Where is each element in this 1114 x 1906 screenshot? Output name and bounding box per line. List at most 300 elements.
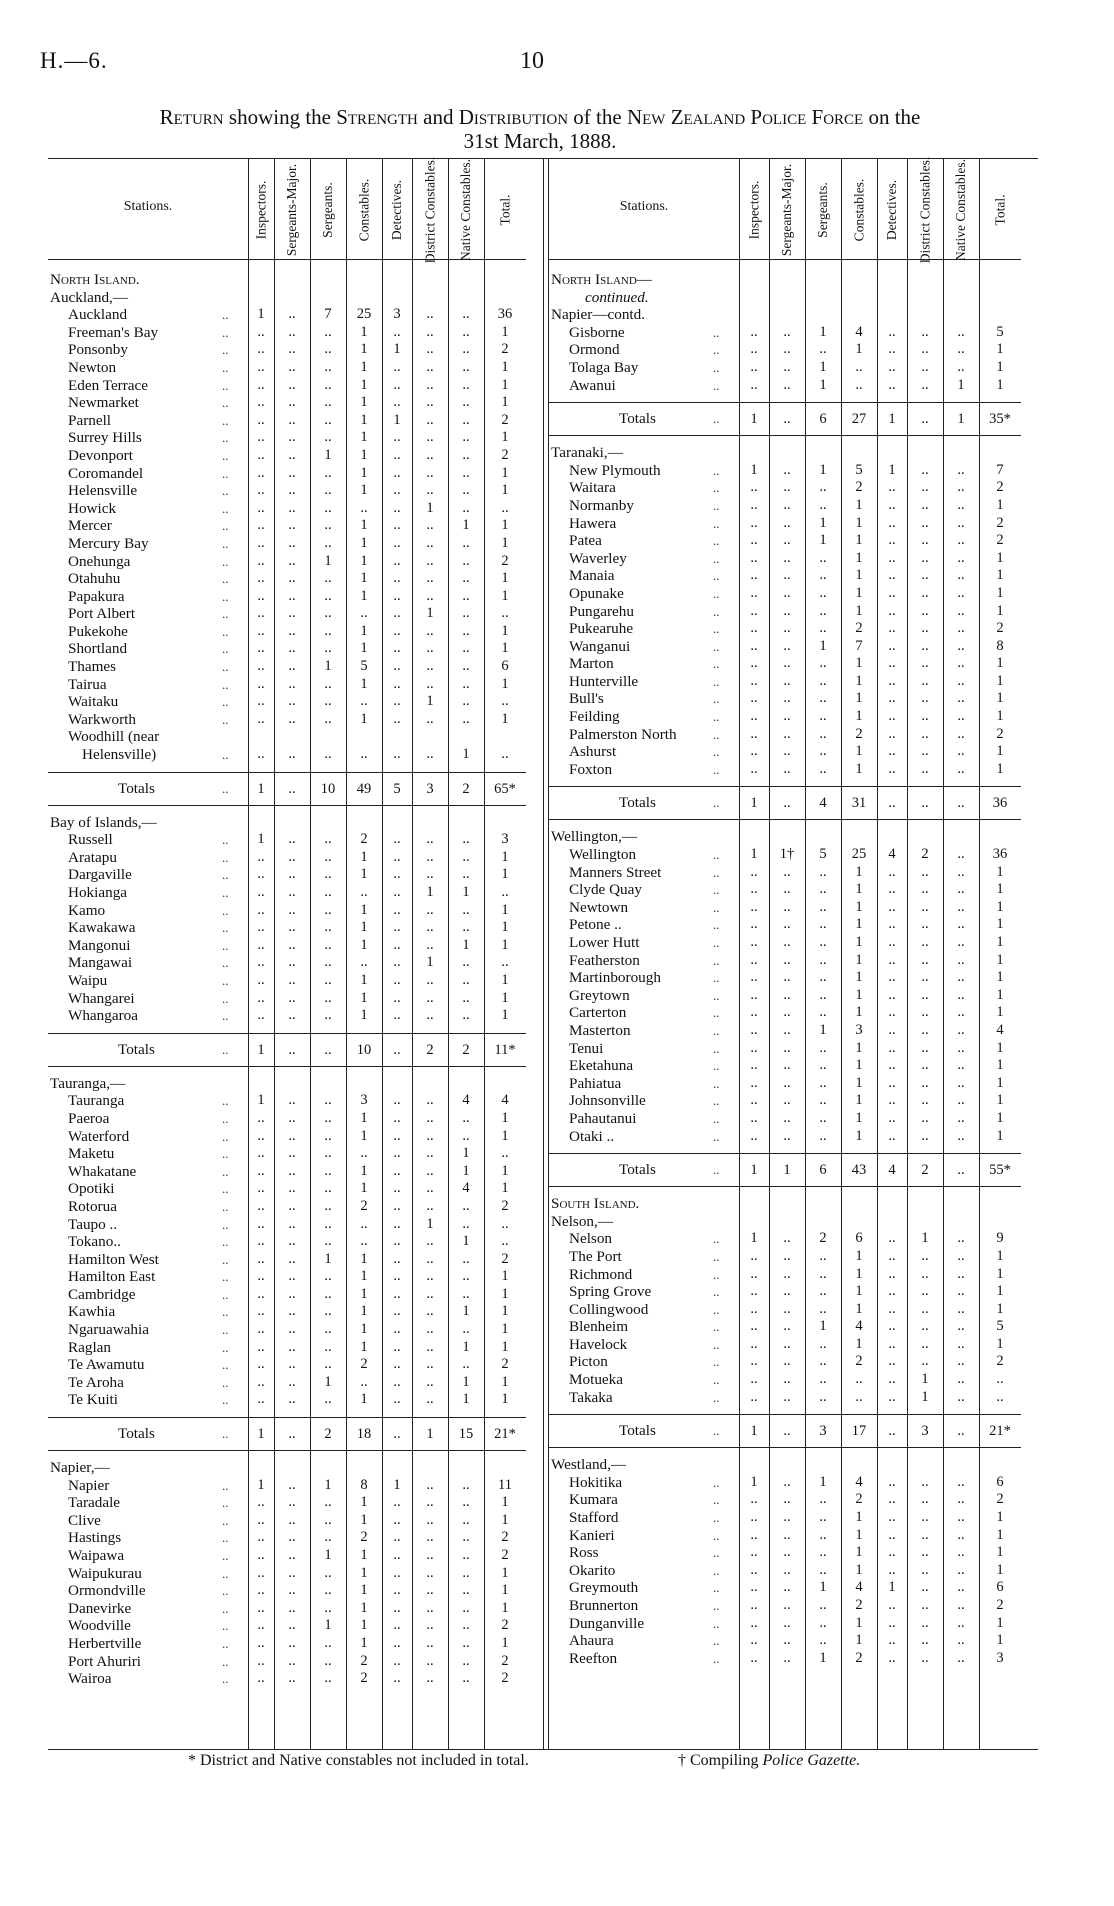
cell-detectives: .. bbox=[393, 534, 401, 551]
cell-inspectors: .. bbox=[257, 954, 265, 971]
cell-sergeants-major: .. bbox=[288, 1494, 296, 1511]
cell-inspectors: .. bbox=[257, 848, 265, 865]
leader-dots: .. bbox=[713, 1598, 720, 1613]
leader-dots: .. bbox=[713, 656, 720, 672]
cell-district-constables: .. bbox=[921, 1614, 929, 1631]
cell-native-constables: .. bbox=[462, 1529, 470, 1546]
station-name: Helensville bbox=[68, 482, 138, 500]
station-name: Warkworth bbox=[68, 710, 136, 728]
table-body bbox=[48, 271, 543, 1688]
cell-detectives: .. bbox=[393, 1356, 401, 1373]
leader-dots: .. bbox=[222, 465, 229, 481]
cell-district-constables: .. bbox=[921, 1597, 929, 1613]
cell-total: 1 bbox=[996, 934, 1004, 950]
cell-constables: 1 bbox=[855, 690, 863, 707]
cell-detectives: .. bbox=[888, 620, 896, 637]
cell-constables: 2 bbox=[360, 831, 368, 848]
cell-sergeants: .. bbox=[324, 605, 332, 622]
cell-total: 9 bbox=[996, 1230, 1004, 1247]
leader-dots: .. bbox=[222, 1110, 229, 1126]
cell-sergeants: .. bbox=[819, 951, 827, 968]
cell-district-constables: .. bbox=[921, 1632, 929, 1649]
cell-sergeants: 1 bbox=[819, 1473, 827, 1490]
cell-district-constables: .. bbox=[426, 376, 434, 393]
cell-sergeants-major: .. bbox=[288, 1233, 296, 1250]
cell-sergeants: .. bbox=[819, 672, 827, 689]
station-name: Surrey Hills bbox=[68, 429, 142, 447]
cell-inspectors: .. bbox=[257, 1127, 265, 1144]
cell-detectives: .. bbox=[888, 1614, 896, 1631]
leader-dots: .. bbox=[713, 847, 720, 863]
cell-inspectors: .. bbox=[257, 1007, 265, 1024]
cell-constables: 1 bbox=[360, 866, 368, 883]
leader-dots: .. bbox=[713, 568, 720, 584]
table-row bbox=[48, 1529, 543, 1547]
cell-sergeants: .. bbox=[324, 411, 332, 428]
cell-constables: 1 bbox=[855, 1544, 863, 1561]
cell-district-constables: .. bbox=[426, 1092, 434, 1109]
cell-inspectors: .. bbox=[257, 1285, 265, 1302]
table-row bbox=[48, 429, 543, 447]
cell-inspectors: .. bbox=[750, 1509, 758, 1526]
cell-sergeants: .. bbox=[324, 1092, 332, 1109]
cell-constables: 1 bbox=[360, 1162, 368, 1179]
cell-native-constables: 4 bbox=[462, 1180, 470, 1197]
cell-total: 1 bbox=[501, 901, 509, 918]
cell-sergeants-major: .. bbox=[288, 394, 296, 411]
cell-sergeants-major: .. bbox=[783, 1544, 791, 1561]
cell-detectives: .. bbox=[888, 708, 896, 725]
station-name: Hunterville bbox=[569, 672, 639, 690]
station-name: Maketu bbox=[68, 1145, 115, 1163]
cell-detectives: .. bbox=[393, 587, 401, 604]
cell-district-constables: .. bbox=[426, 1180, 434, 1197]
leader-dots: .. bbox=[222, 447, 229, 463]
cell-native-constables: .. bbox=[462, 552, 470, 569]
cell-inspectors: .. bbox=[750, 690, 758, 707]
cell-sergeants: .. bbox=[819, 1526, 827, 1543]
cell-detectives: .. bbox=[393, 1338, 401, 1355]
cell-total: 2 bbox=[501, 552, 509, 569]
cell-constables: 1 bbox=[360, 901, 368, 918]
leader-dots: .. bbox=[222, 623, 229, 639]
cell-sergeants: .. bbox=[819, 1561, 827, 1578]
leader-dots: .. bbox=[222, 483, 229, 499]
cell-district-constables: .. bbox=[921, 760, 929, 777]
cell-constables: 1 bbox=[855, 1300, 863, 1317]
cell-detectives: .. bbox=[393, 358, 401, 375]
cell-sergeants: 1 bbox=[819, 1579, 827, 1596]
cell-sergeants-major: .. bbox=[288, 517, 296, 534]
leader-dots: .. bbox=[713, 359, 720, 375]
cell-native-constables: .. bbox=[462, 446, 470, 463]
cell-sergeants: .. bbox=[819, 1039, 827, 1056]
cell-sergeants: .. bbox=[819, 1614, 827, 1631]
cell-detectives: .. bbox=[888, 1632, 896, 1649]
table-row bbox=[48, 1163, 543, 1181]
table-row bbox=[48, 1600, 543, 1618]
cell-constables: 18 bbox=[356, 1426, 372, 1443]
cell-sergeants: 1 bbox=[324, 1250, 332, 1267]
cell-inspectors: .. bbox=[257, 1582, 265, 1599]
cell-total: 1 bbox=[501, 1180, 509, 1197]
column-header-sergeants-major bbox=[274, 163, 310, 257]
cell-constables: 3 bbox=[855, 1021, 863, 1038]
cell-native-constables: .. bbox=[957, 1423, 965, 1440]
leader-dots: .. bbox=[713, 1284, 720, 1300]
cell-total: 1 bbox=[996, 672, 1004, 689]
cell-district-constables: 2 bbox=[921, 846, 929, 863]
cell-detectives: .. bbox=[888, 1544, 896, 1561]
cell-sergeants-major: .. bbox=[783, 532, 791, 549]
cell-native-constables: .. bbox=[957, 1473, 965, 1490]
station-name: Kawhia bbox=[68, 1303, 116, 1321]
cell-total: 2 bbox=[996, 1491, 1004, 1508]
table-row bbox=[549, 655, 1039, 673]
table-row bbox=[48, 1617, 543, 1635]
cell-native-constables: .. bbox=[462, 464, 470, 481]
cell-sergeants: .. bbox=[324, 989, 332, 1006]
cell-detectives: .. bbox=[888, 549, 896, 566]
station-name: Tauranga bbox=[68, 1092, 125, 1110]
station-name: Woodville bbox=[68, 1617, 131, 1635]
cell-sergeants: 1 bbox=[819, 532, 827, 549]
cell-sergeants: .. bbox=[819, 1509, 827, 1526]
cell-sergeants: .. bbox=[819, 1092, 827, 1109]
leader-dots: .. bbox=[713, 1354, 720, 1370]
cell-total: 1 bbox=[996, 358, 1004, 375]
station-name: Te Kuiti bbox=[68, 1391, 118, 1409]
cell-district-constables: .. bbox=[921, 951, 929, 968]
cell-sergeants-major: .. bbox=[783, 1109, 791, 1126]
leader-dots: .. bbox=[222, 1392, 229, 1408]
leader-dots: .. bbox=[222, 1286, 229, 1302]
cell-district-constables: 1 bbox=[426, 954, 434, 971]
column-header-label: Inspectors. bbox=[746, 180, 762, 240]
cell-district-constables: .. bbox=[921, 532, 929, 549]
cell-native-constables: .. bbox=[462, 1634, 470, 1651]
title-word-distribution: Distribution bbox=[458, 105, 569, 129]
table-row bbox=[48, 884, 543, 902]
cell-total: 1 bbox=[996, 1335, 1004, 1352]
station-name: Helensville) bbox=[82, 746, 157, 764]
leader-dots: .. bbox=[713, 515, 720, 531]
table-row bbox=[48, 954, 543, 972]
cell-inspectors: .. bbox=[257, 605, 265, 622]
cell-sergeants-major: .. bbox=[288, 1303, 296, 1320]
cell-sergeants: .. bbox=[819, 1544, 827, 1561]
cell-sergeants-major: .. bbox=[288, 306, 296, 323]
cell-constables: 1 bbox=[360, 640, 368, 657]
leader-dots: .. bbox=[713, 1650, 720, 1666]
cell-detectives: .. bbox=[393, 1285, 401, 1302]
cell-district-constables: .. bbox=[426, 1599, 434, 1616]
table-row bbox=[48, 658, 543, 676]
cell-inspectors: .. bbox=[750, 1579, 758, 1596]
cell-inspectors: .. bbox=[750, 1300, 758, 1317]
cell-constables: 6 bbox=[855, 1230, 863, 1247]
cell-native-constables: .. bbox=[462, 693, 470, 710]
cell-sergeants-major: .. bbox=[288, 1127, 296, 1144]
cell-district-constables: .. bbox=[426, 1564, 434, 1581]
station-name: Thames bbox=[68, 658, 117, 676]
table-row bbox=[549, 1110, 1039, 1128]
cell-inspectors: .. bbox=[257, 1634, 265, 1651]
cell-native-constables: .. bbox=[957, 1561, 965, 1578]
table-row bbox=[48, 1547, 543, 1565]
cell-detectives: .. bbox=[393, 1652, 401, 1669]
cell-total: 21* bbox=[494, 1426, 516, 1443]
cell-total: 2 bbox=[996, 620, 1004, 637]
cell-total: 1 bbox=[996, 690, 1004, 707]
cell-district-constables: .. bbox=[426, 1391, 434, 1408]
cell-detectives: .. bbox=[393, 1303, 401, 1320]
leader-dots: .. bbox=[222, 1618, 229, 1634]
cell-sergeants-major: .. bbox=[288, 1338, 296, 1355]
cell-sergeants-major: .. bbox=[288, 658, 296, 675]
cell-sergeants: .. bbox=[819, 1491, 827, 1508]
table-row bbox=[549, 1004, 1039, 1022]
totals-row bbox=[48, 1033, 526, 1067]
cell-sergeants: .. bbox=[324, 323, 332, 340]
cell-total: 1 bbox=[501, 1599, 509, 1616]
cell-sergeants-major: .. bbox=[783, 725, 791, 742]
leader-dots: .. bbox=[222, 1234, 229, 1250]
cell-inspectors: .. bbox=[257, 323, 265, 340]
cell-sergeants-major: .. bbox=[783, 690, 791, 707]
cell-sergeants-major: .. bbox=[288, 376, 296, 393]
cell-native-constables: .. bbox=[957, 846, 965, 863]
cell-native-constables: .. bbox=[957, 1162, 965, 1179]
cell-inspectors: .. bbox=[257, 1652, 265, 1669]
cell-district-constables: .. bbox=[426, 901, 434, 918]
cell-native-constables: .. bbox=[462, 1670, 470, 1687]
cell-total: 1 bbox=[501, 1582, 509, 1599]
cell-inspectors: 1 bbox=[257, 1092, 265, 1109]
cell-sergeants: .. bbox=[819, 1632, 827, 1649]
cell-sergeants: .. bbox=[324, 1285, 332, 1302]
cell-inspectors: 1 bbox=[750, 846, 758, 863]
cell-detectives: .. bbox=[888, 690, 896, 707]
leader-dots: .. bbox=[713, 1615, 720, 1631]
cell-inspectors: .. bbox=[750, 743, 758, 760]
cell-district-constables: .. bbox=[921, 916, 929, 933]
cell-sergeants: 5 bbox=[819, 846, 827, 863]
cell-sergeants-major: .. bbox=[288, 901, 296, 918]
station-name: Tauranga,— bbox=[50, 1074, 126, 1092]
cell-constables: 1 bbox=[855, 1632, 863, 1649]
cell-detectives: .. bbox=[393, 675, 401, 692]
cell-native-constables: 4 bbox=[462, 1092, 470, 1109]
cell-district-constables: 2 bbox=[921, 1162, 929, 1179]
cell-sergeants: .. bbox=[819, 655, 827, 672]
cell-total: 36 bbox=[992, 846, 1008, 863]
cell-detectives: .. bbox=[393, 954, 401, 971]
station-name: Kanieri bbox=[569, 1526, 615, 1544]
cell-sergeants: 4 bbox=[819, 795, 827, 812]
table-row bbox=[48, 937, 543, 955]
leader-dots: .. bbox=[713, 1248, 720, 1264]
cell-total: 1 bbox=[501, 622, 509, 639]
cell-sergeants-major: 1 bbox=[783, 1162, 791, 1179]
cell-detectives: .. bbox=[888, 1021, 896, 1038]
cell-detectives: .. bbox=[888, 655, 896, 672]
column-header-constables bbox=[841, 163, 877, 257]
station-name: Port Ahuriri bbox=[68, 1652, 141, 1670]
cell-inspectors: .. bbox=[750, 916, 758, 933]
cell-sergeants-major: .. bbox=[783, 1004, 791, 1021]
cell-inspectors: .. bbox=[257, 746, 265, 763]
table-row bbox=[48, 1180, 543, 1198]
cell-detectives: .. bbox=[393, 1180, 401, 1197]
title-word-return: Return bbox=[159, 105, 224, 129]
cell-constables: 1 bbox=[360, 1321, 368, 1338]
group-heading bbox=[549, 306, 1039, 324]
cell-district-constables: 1 bbox=[426, 884, 434, 900]
cell-total: 1 bbox=[996, 1127, 1004, 1144]
station-name: Whakatane bbox=[68, 1162, 137, 1180]
cell-inspectors: .. bbox=[750, 584, 758, 601]
totals-label: Totals bbox=[619, 794, 656, 812]
station-name: Tokano.. bbox=[68, 1233, 121, 1251]
cell-detectives: 1 bbox=[393, 1476, 401, 1493]
cell-native-constables: .. bbox=[462, 429, 470, 446]
cell-sergeants: .. bbox=[324, 1233, 332, 1250]
cell-inspectors: .. bbox=[257, 411, 265, 428]
column-header-label: Constables. bbox=[851, 178, 866, 242]
cell-total: 2 bbox=[996, 514, 1004, 531]
cell-detectives: .. bbox=[393, 658, 401, 675]
cell-inspectors: .. bbox=[750, 620, 758, 637]
leader-dots: .. bbox=[713, 952, 720, 968]
table-row bbox=[48, 553, 543, 571]
leader-dots: .. bbox=[222, 1565, 229, 1581]
table-left-half bbox=[48, 156, 544, 1749]
cell-native-constables: .. bbox=[462, 1127, 470, 1144]
leader-dots: .. bbox=[713, 377, 720, 393]
cell-district-constables: 3 bbox=[426, 780, 434, 797]
cell-total: 1 bbox=[501, 482, 509, 499]
cell-district-constables: .. bbox=[426, 1162, 434, 1179]
cell-constables: 1 bbox=[360, 446, 368, 463]
cell-inspectors: .. bbox=[750, 637, 758, 654]
cell-total: 1 bbox=[996, 863, 1004, 880]
station-name: Napier,— bbox=[50, 1459, 110, 1477]
totals-row bbox=[549, 786, 1021, 820]
station-name: Pahiatua bbox=[569, 1074, 622, 1092]
leader-dots: .. bbox=[222, 711, 229, 727]
cell-sergeants: .. bbox=[324, 866, 332, 883]
cell-total: .. bbox=[501, 746, 509, 763]
cell-sergeants-major: .. bbox=[288, 866, 296, 883]
cell-district-constables: .. bbox=[426, 848, 434, 865]
station-name: Hamilton West bbox=[68, 1250, 159, 1268]
station-name: Coromandel bbox=[68, 464, 144, 482]
cell-inspectors: .. bbox=[750, 549, 758, 566]
station-name: Kamo bbox=[68, 901, 106, 919]
cell-constables: .. bbox=[855, 1371, 863, 1388]
cell-district-constables: .. bbox=[426, 482, 434, 499]
totals-label: Totals bbox=[118, 1425, 155, 1443]
table-row bbox=[549, 726, 1039, 744]
table-row bbox=[549, 690, 1039, 708]
cell-detectives: .. bbox=[393, 901, 401, 918]
cell-native-constables: .. bbox=[462, 1511, 470, 1528]
cell-district-constables: 1 bbox=[921, 1230, 929, 1247]
cell-district-constables: .. bbox=[921, 934, 929, 950]
column-header-constables bbox=[346, 163, 382, 257]
cell-district-constables: .. bbox=[426, 1582, 434, 1599]
cell-total: 1 bbox=[501, 376, 509, 393]
cell-district-constables: .. bbox=[426, 446, 434, 463]
cell-sergeants-major: .. bbox=[288, 1373, 296, 1390]
cell-native-constables: .. bbox=[462, 341, 470, 358]
cell-detectives: .. bbox=[393, 1321, 401, 1338]
table-row bbox=[549, 532, 1039, 550]
table-row bbox=[48, 1565, 543, 1583]
cell-sergeants-major: .. bbox=[783, 1074, 791, 1091]
leader-dots: .. bbox=[222, 1041, 229, 1057]
cell-total: 1 bbox=[501, 848, 509, 865]
cell-district-constables: .. bbox=[426, 936, 434, 953]
table-row bbox=[48, 535, 543, 553]
station-name: Wellington bbox=[569, 846, 637, 864]
station-name: Bull's bbox=[569, 690, 604, 708]
cell-inspectors: .. bbox=[750, 1265, 758, 1282]
cell-inspectors: .. bbox=[257, 1670, 265, 1687]
station-name: Bay of Islands,— bbox=[50, 813, 157, 831]
cell-district-constables: .. bbox=[426, 1476, 434, 1493]
leader-dots: .. bbox=[713, 1562, 720, 1578]
cell-inspectors: 1 bbox=[750, 411, 758, 428]
cell-district-constables: .. bbox=[426, 640, 434, 657]
cell-inspectors: .. bbox=[257, 464, 265, 481]
cell-sergeants: .. bbox=[324, 1215, 332, 1232]
cell-detectives: .. bbox=[393, 1582, 401, 1599]
cell-district-constables: .. bbox=[426, 464, 434, 481]
cell-detectives: .. bbox=[393, 1391, 401, 1408]
column-header-native-constables bbox=[943, 159, 979, 261]
cell-district-constables: .. bbox=[426, 394, 434, 411]
cell-sergeants-major: .. bbox=[288, 1617, 296, 1634]
table-row bbox=[48, 623, 543, 641]
cell-native-constables: .. bbox=[957, 1526, 965, 1543]
cell-sergeants: .. bbox=[324, 675, 332, 692]
cell-sergeants-major: .. bbox=[288, 358, 296, 375]
cell-inspectors: .. bbox=[257, 534, 265, 551]
station-name: Ponsonby bbox=[68, 341, 128, 359]
cell-sergeants: .. bbox=[324, 499, 332, 516]
table-row bbox=[48, 1216, 543, 1234]
cell-district-constables: .. bbox=[426, 517, 434, 534]
cell-sergeants-major: .. bbox=[288, 954, 296, 971]
cell-native-constables: .. bbox=[462, 640, 470, 657]
station-name: Kumara bbox=[569, 1491, 618, 1509]
station-name: Newtown bbox=[569, 898, 629, 916]
station-name: Featherston bbox=[569, 951, 640, 969]
leader-dots: .. bbox=[713, 550, 720, 566]
cell-detectives: .. bbox=[393, 1511, 401, 1528]
cell-total: 6 bbox=[501, 658, 509, 675]
station-name: Mercury Bay bbox=[68, 534, 149, 552]
cell-native-constables: .. bbox=[957, 1544, 965, 1561]
cell-total: .. bbox=[501, 605, 509, 622]
cell-inspectors: .. bbox=[750, 1353, 758, 1370]
cell-district-constables: .. bbox=[921, 461, 929, 478]
cell-inspectors: .. bbox=[257, 658, 265, 675]
cell-inspectors: .. bbox=[750, 1057, 758, 1074]
cell-constables: 1 bbox=[855, 934, 863, 950]
